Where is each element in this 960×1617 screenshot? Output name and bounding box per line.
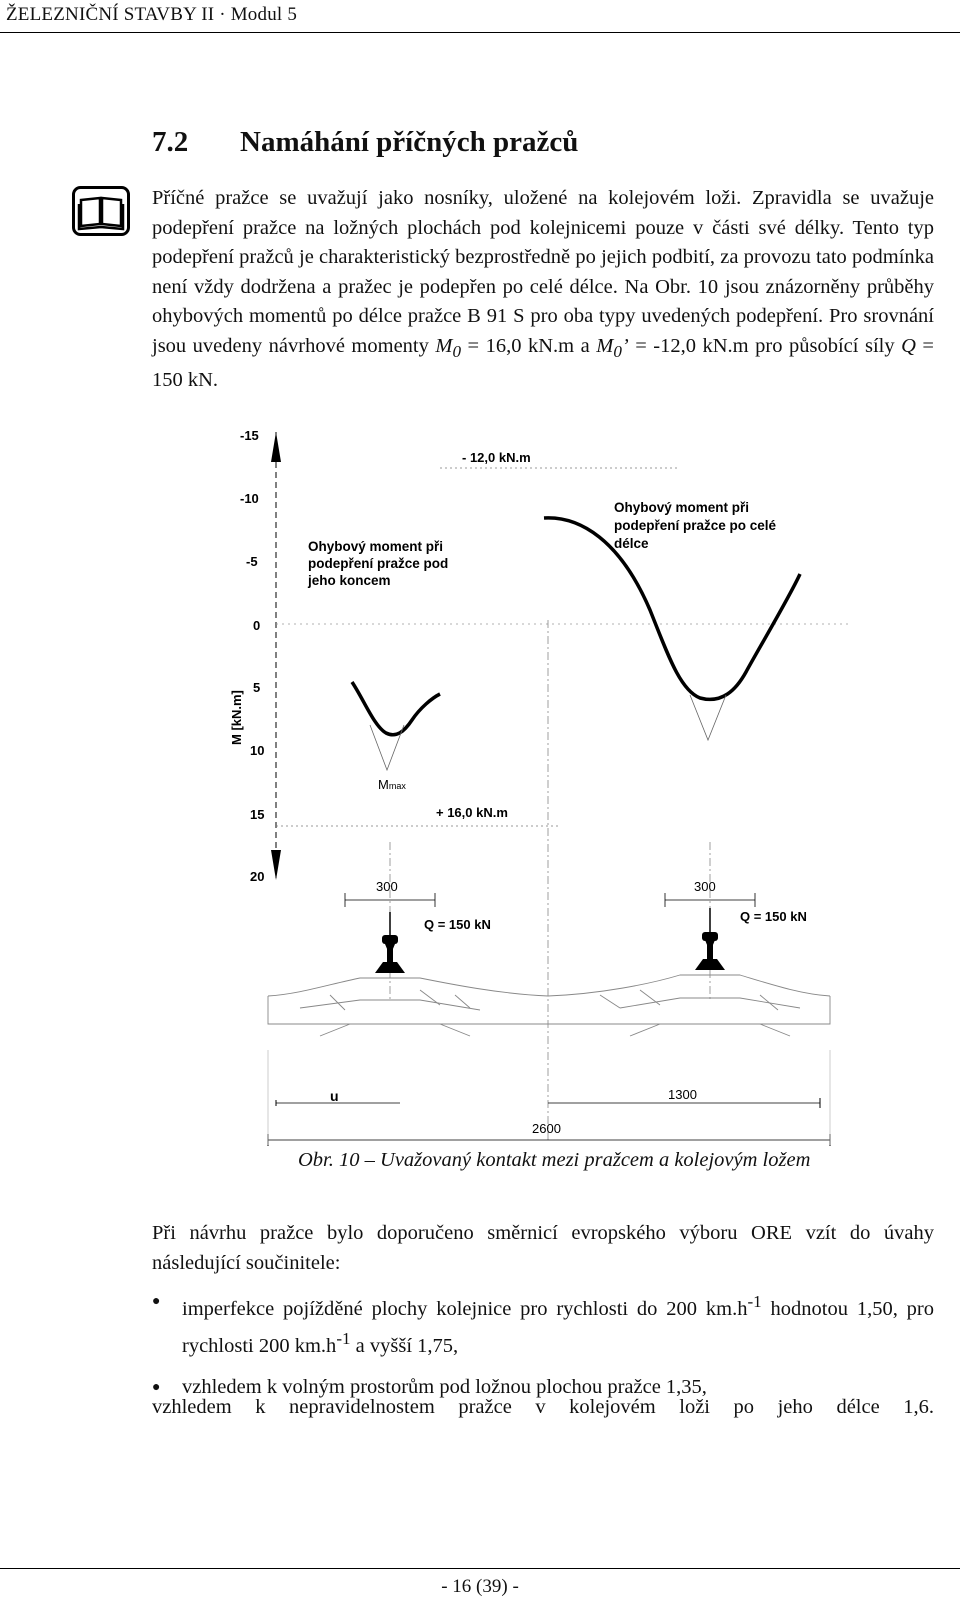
label-full-support-3: délce [614, 536, 649, 551]
symbol-q: Q [901, 334, 916, 357]
curve-full-support-peak [690, 695, 726, 740]
load-right-label: Q = 150 kN [740, 909, 807, 924]
y-axis-label: M [kN.m] [229, 690, 244, 745]
y-tick: -15 [240, 428, 259, 443]
intro-text-2: = 16,0 kN.m a [461, 334, 597, 357]
intro-paragraph [152, 184, 934, 396]
y-tick: 0 [253, 618, 261, 633]
symbol-prime: ’ [621, 334, 629, 357]
y-axis-arrow-top [271, 432, 281, 462]
y-tick-labels [240, 428, 264, 884]
label-end-support-2: podepření pražce pod [308, 556, 449, 571]
intro-text-4: = 150 kN. [152, 334, 934, 392]
book-icon [72, 186, 130, 236]
figure-caption: Obr. 10 – Uvažovaný kontakt mezi pražcem a kolejovým ložem [298, 1149, 811, 1171]
list-item: ● vzhledem k volným prostorům pod ložnou plochou pražce 1,35, [152, 1373, 934, 1403]
label-end-support-1: Ohybový moment při [308, 539, 444, 554]
symbol-m0: M [435, 334, 453, 357]
symbol-m0-sub: 0 [452, 341, 462, 361]
mmax-label: Mmax [378, 777, 406, 792]
footer-rule [0, 1568, 960, 1569]
final-line: vzhledem k nepravidelnostem pražce v kolejovém loži po jeho délce 1,6. [152, 1396, 934, 1418]
y-tick: 5 [253, 680, 261, 695]
page-number: - 16 (39) - [441, 1576, 519, 1597]
ore-paragraph: Při návrhu pražce bylo doporučeno směrnicí evropského výboru ORE vzít do úvahy následující součinitele: [152, 1222, 934, 1274]
dim-1300: 1300 [668, 1087, 697, 1102]
dim-300-left: 300 [376, 879, 398, 894]
annot-neg-12: - 12,0 kN.m [462, 450, 531, 465]
load-left-label: Q = 150 kN [424, 917, 491, 932]
sleeper [268, 975, 830, 1036]
section-number: 7.2 [152, 126, 189, 158]
rail-left [375, 935, 405, 973]
header-rule [0, 32, 960, 33]
intro-text-3: = -12,0 kN.m pro působící síly [628, 334, 902, 357]
y-tick: -5 [246, 554, 258, 569]
y-tick: -10 [240, 491, 259, 506]
section-title: Namáhání příčných pražců [240, 126, 579, 158]
rail-right [695, 932, 725, 970]
coefficient-list [152, 1287, 934, 1413]
curve-full-support [544, 518, 800, 700]
curve-end-support [352, 682, 440, 735]
section-heading [152, 126, 578, 159]
dim-u: u [330, 1088, 339, 1104]
y-tick: 20 [250, 869, 265, 884]
dim-300-right: 300 [694, 879, 716, 894]
y-tick: 10 [250, 743, 265, 758]
list-item: ● imperfekce pojížděné plochy kolejnice pro rychlosti do 200 $km.h^{-1}$ hodnotou 1,50, pro rychlosti 200 $km.h^{-1}$ a vyšší 1,75, [152, 1287, 934, 1362]
symbol-m0-prime-sub: 0 [613, 341, 622, 361]
label-full-support-2: podepření pražce po celé [614, 518, 777, 533]
annot-pos-16: + 16,0 kN.m [436, 805, 508, 820]
moment-diagram [0, 420, 960, 1180]
label-full-support-1: Ohybový moment při [614, 500, 750, 515]
header-text: ŽELEZNIČNÍ STAVBY II · Modul 5 [6, 4, 298, 25]
y-axis-arrow-bottom [271, 850, 281, 880]
figure-10 [0, 420, 960, 1180]
symbol-m0-prime: M [596, 334, 614, 357]
page-header [0, 0, 960, 32]
intro-text-1: Příčné pražce se uvažují jako nosníky, uložené na kolejovém loži. Zpravidla se uvažuje podepření pražce na ložných plochách pod kolejnicemi pouze v části své délky. Tento typ podepření pražců je charakteristický bezprostředně po jejich podbití, za provozu tato podmínka není vždy dodržena a pražec je podepřen po celé délce. Na Obr. 10 jsou znázorněny průběhy ohybových momentů po délce pražce B 91 S pro oba typy uvedených podepření. Pro srovnání jsou uvedeny návrhové momenty [152, 187, 934, 357]
dim-2600: 2600 [532, 1121, 561, 1136]
label-end-support-3: jeho koncem [308, 573, 391, 588]
y-tick: 15 [250, 807, 265, 822]
